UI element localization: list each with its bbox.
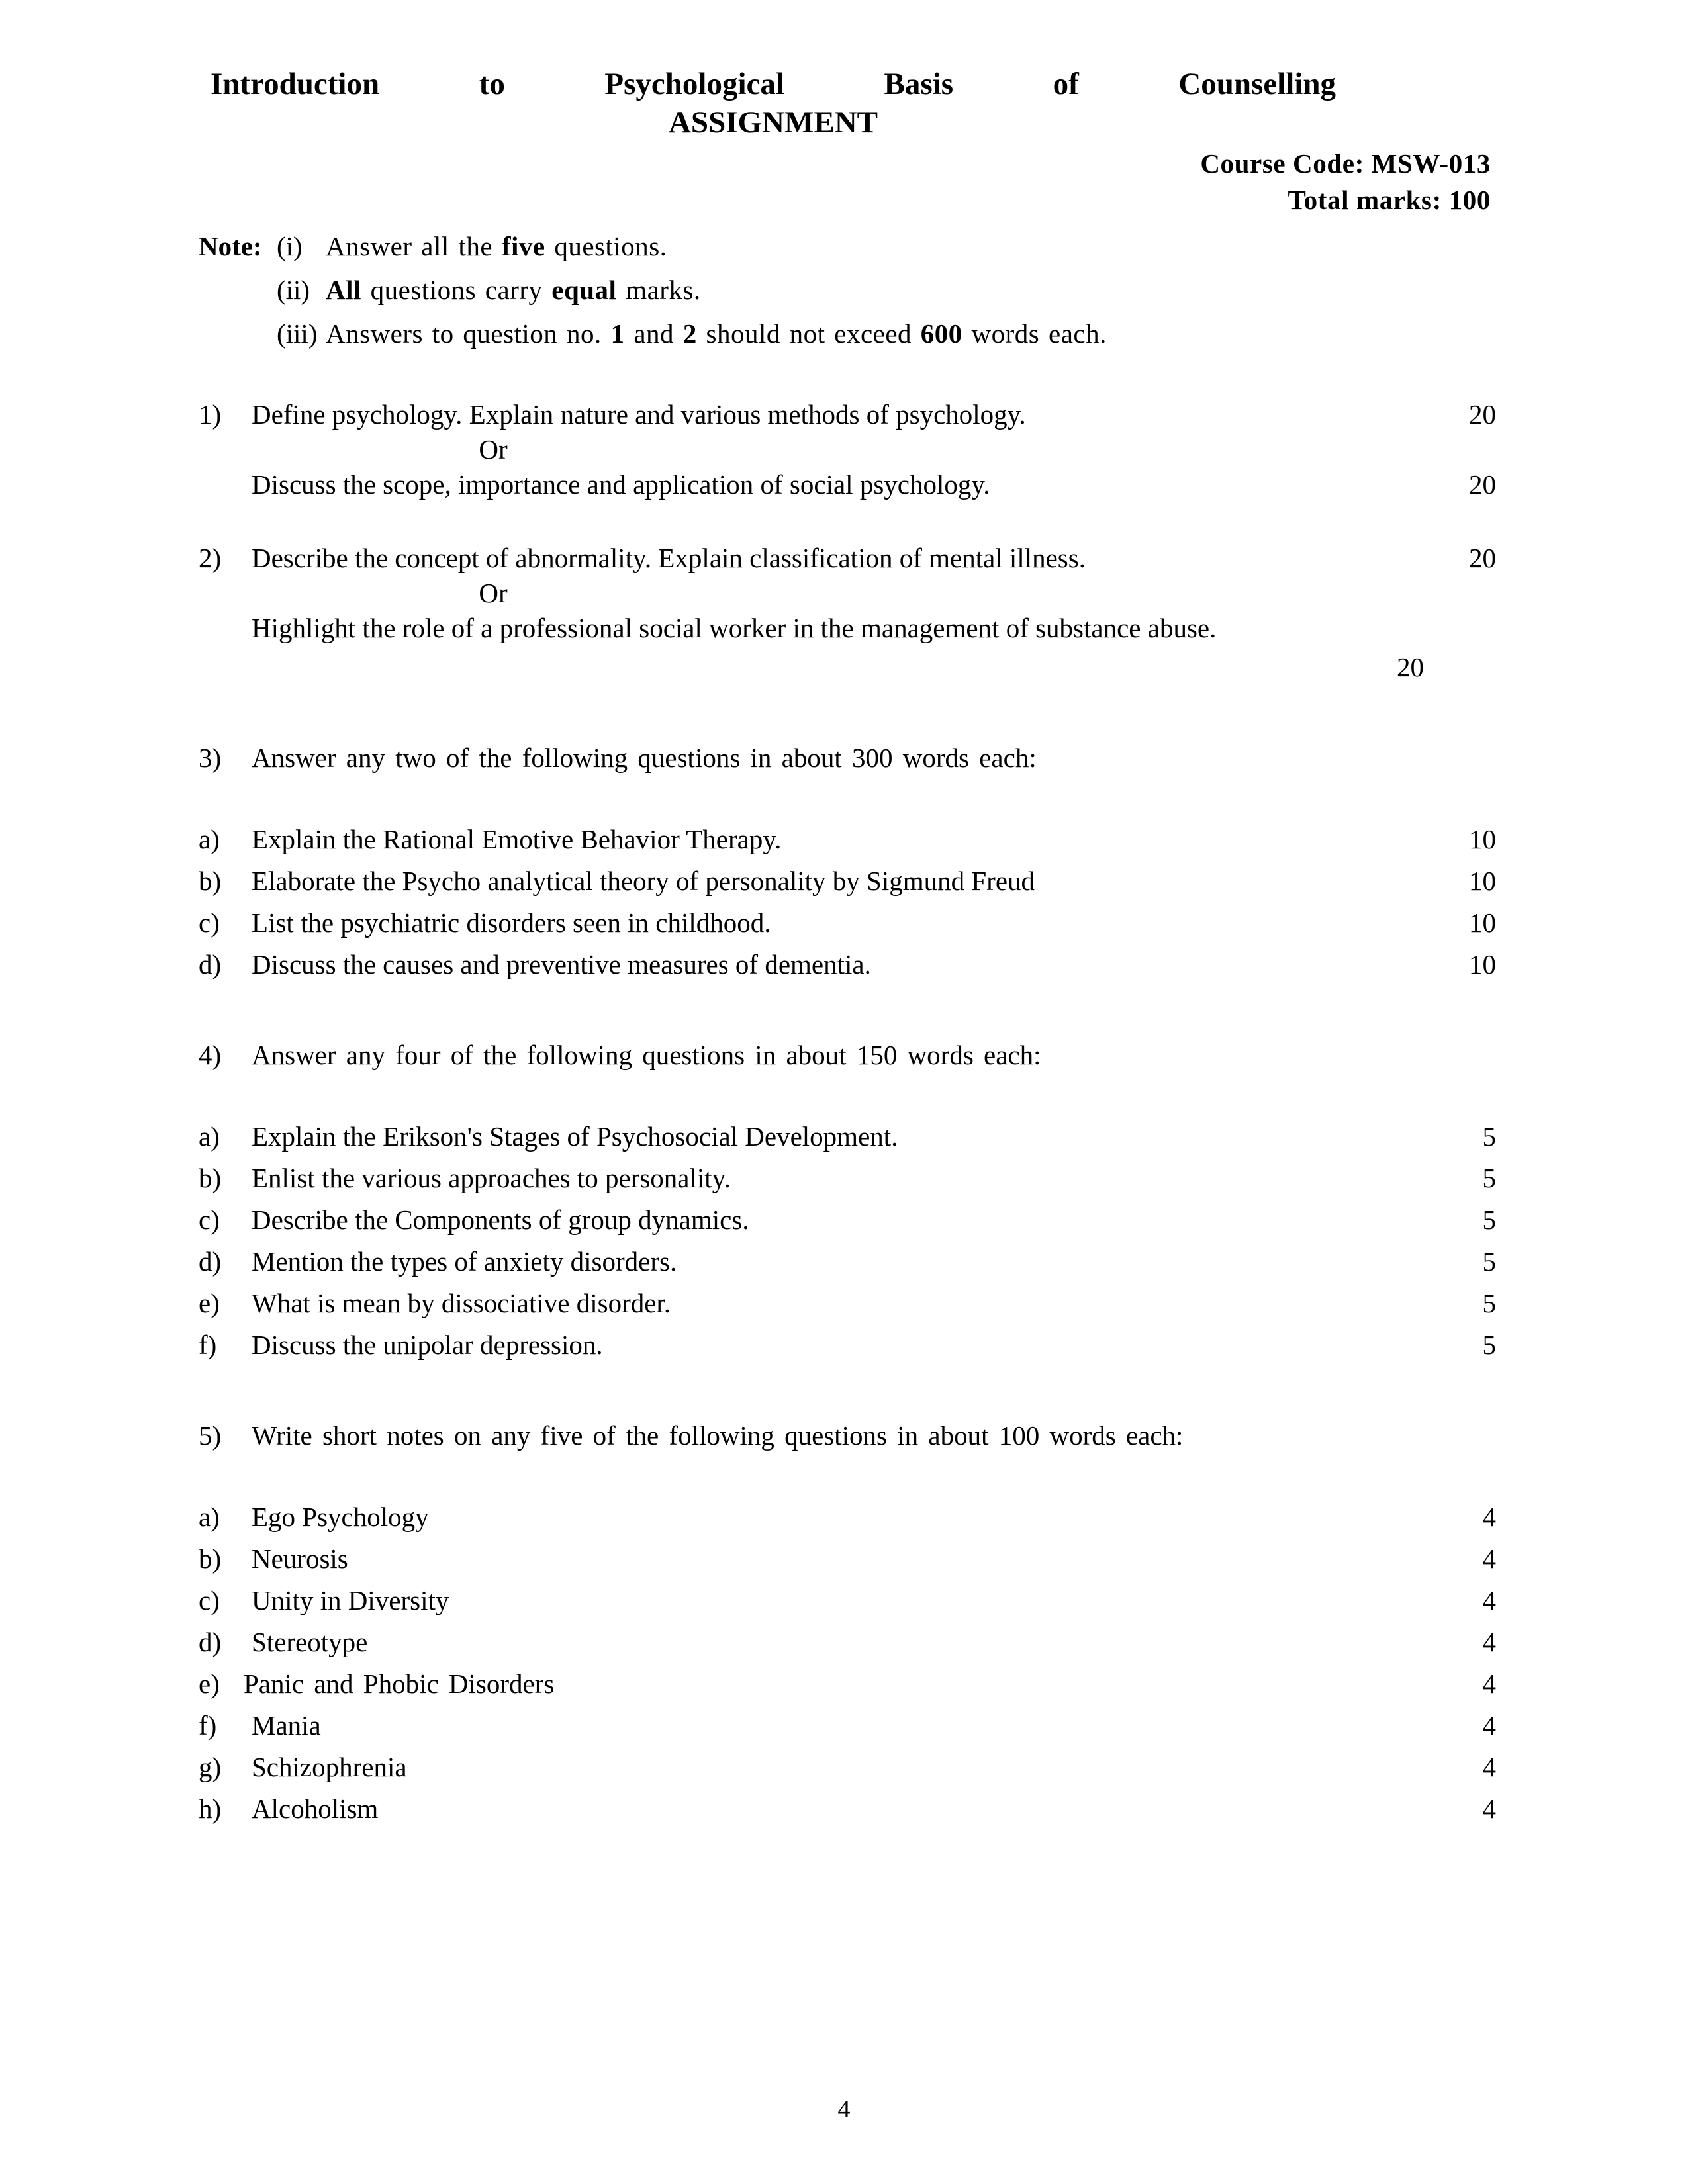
subitem-marks: 4: [1482, 1584, 1496, 1615]
subitem-row: [199, 1670, 1496, 1698]
note-block: [199, 230, 1496, 349]
subitem-text: Panic and Phobic Disorders: [244, 1668, 555, 1699]
subitem-text: Elaborate the Psycho analytical theory of personality by Sigmund Freud: [252, 865, 1035, 896]
note-text-part-bold: 1: [610, 318, 625, 349]
subitem-marks: 10: [1469, 823, 1496, 854]
subitem-marks: 4: [1482, 1626, 1496, 1657]
subitem-text: Ego Psychology: [252, 1501, 429, 1532]
note-text-part: should not exceed: [696, 318, 921, 349]
subitem-marker: a): [199, 1120, 220, 1152]
note-item-number: (ii): [277, 274, 310, 305]
or-separator: Or: [479, 433, 508, 465]
note-text-part: words each.: [962, 318, 1107, 349]
subitem-marker: a): [199, 823, 220, 854]
subitem-marker: d): [199, 1626, 222, 1657]
subitem-marker: h): [199, 1793, 222, 1824]
note-text-part-bold: 600: [920, 318, 962, 349]
subitem-marker: d): [199, 1246, 222, 1277]
total-marks: Total marks: 100: [1288, 184, 1491, 215]
question-1: [199, 398, 1496, 500]
subitem-marks: 5: [1482, 1162, 1496, 1193]
subitem-row: [199, 1626, 1496, 1657]
subitem-marks: 5: [1482, 1329, 1496, 1360]
question-marker: 4): [199, 1039, 222, 1070]
note-text-part: questions.: [545, 230, 667, 261]
subitem-row: [199, 948, 1496, 979]
subitem-text: What is mean by dissociative disorder.: [252, 1287, 671, 1318]
question-marker: 5): [199, 1420, 222, 1451]
note-item: [199, 274, 1496, 305]
note-item: [199, 230, 1496, 261]
or-separator: Or: [479, 577, 508, 608]
note-item: [199, 320, 1496, 347]
subitem-row: [199, 1162, 1496, 1193]
question-alternative-marks: 20: [1469, 469, 1496, 500]
note-text-part-bold: five: [501, 230, 545, 261]
subitem-text: List the psychiatric disorders seen in childhood.: [252, 907, 771, 938]
document-content: [199, 66, 1496, 1823]
page-number: 4: [837, 2095, 851, 2123]
subitem-marker: c): [199, 1584, 220, 1615]
subitem-marks: 4: [1482, 1709, 1496, 1741]
note-text-part: Answers to question no.: [326, 318, 611, 349]
subitem-marks: 5: [1482, 1246, 1496, 1277]
page-subtitle: ASSIGNMENT: [668, 105, 878, 140]
note-item-text: [326, 274, 1496, 305]
note-item-number: (i): [277, 230, 303, 261]
subitem-row: [199, 865, 1496, 896]
subitem-row: [199, 1501, 1496, 1532]
subitem-marks: 4: [1482, 1668, 1496, 1699]
subitem-text: Explain the Rational Emotive Behavior Therapy.: [252, 823, 782, 854]
subitem-text: Schizophrenia: [252, 1751, 407, 1782]
note-text-part: marks.: [616, 274, 701, 305]
subitem-row: [199, 1709, 1496, 1741]
subitem-marks: 4: [1482, 1793, 1496, 1824]
subitem-marker: f): [199, 1329, 217, 1360]
subitem-text: Neurosis: [252, 1543, 348, 1574]
subitem-row: [199, 909, 1496, 936]
question-4: [199, 1039, 1496, 1360]
subitem-marker: e): [199, 1668, 220, 1699]
subitem-marker: g): [199, 1751, 222, 1782]
note-text-part: Answer all the: [326, 230, 502, 261]
subitem-row: [199, 1329, 1496, 1360]
subitem-marker: d): [199, 948, 222, 979]
note-item-text: [326, 230, 1496, 261]
note-text-part: questions carry: [361, 274, 552, 305]
question-alternative-marks: 20: [1397, 651, 1424, 682]
subitem-marker: b): [199, 865, 222, 896]
subitem-marker: b): [199, 1162, 222, 1193]
subitem-text: Discuss the causes and preventive measures of dementia.: [252, 948, 871, 979]
subitem-text: Discuss the unipolar depression.: [252, 1329, 603, 1360]
subitem-row: [199, 1545, 1496, 1572]
note-item-text: [326, 320, 1496, 347]
subitem-text: Unity in Diversity: [252, 1584, 449, 1615]
subitem-marks: 4: [1482, 1501, 1496, 1532]
note-text-part-bold: 2: [682, 318, 697, 349]
subitem-marks: 10: [1469, 865, 1496, 896]
subitem-row: [199, 1206, 1496, 1234]
note-label: Note:: [199, 230, 262, 261]
subitem-marks: 10: [1469, 907, 1496, 938]
question-5: [199, 1422, 1496, 1823]
question-row: [199, 742, 1496, 773]
subitem-text: Alcoholism: [252, 1793, 379, 1824]
question-marker: 2): [199, 542, 222, 573]
subitem-row: [199, 823, 1496, 854]
question-text: Describe the concept of abnormality. Explain classification of mental illness.: [252, 542, 1086, 573]
subitem-row: [199, 1793, 1496, 1824]
subitem-text: Mania: [252, 1709, 321, 1741]
subitem-marker: c): [199, 1204, 220, 1235]
question-text: Write short notes on any five of the following questions in about 100 words each:: [252, 1420, 1184, 1451]
subitem-text: Enlist the various approaches to personality.: [252, 1162, 731, 1193]
subitem-marker: a): [199, 1501, 220, 1532]
subitem-marker: c): [199, 907, 220, 938]
question-2: [199, 542, 1496, 682]
question-text: Answer any two of the following questions in about 300 words each:: [252, 742, 1037, 773]
subitem-marks: 4: [1482, 1543, 1496, 1574]
course-code: Course Code: MSW-013: [1200, 148, 1491, 179]
subitem-marks: 5: [1482, 1204, 1496, 1235]
subitem-row: [199, 1287, 1496, 1318]
question-alternative-text: Discuss the scope, importance and application of social psychology.: [252, 469, 990, 500]
subitem-text: Mention the types of anxiety disorders.: [252, 1246, 677, 1277]
question-marks: 20: [1469, 398, 1496, 430]
subitem-marks: 10: [1469, 948, 1496, 979]
question-row: [199, 1422, 1496, 1449]
note-text-part-bold: equal: [551, 274, 617, 305]
question-row: [199, 1039, 1496, 1070]
subitem-text: Describe the Components of group dynamics.: [252, 1204, 749, 1235]
question-alternative-text: Highlight the role of a professional social worker in the management of substance abuse.: [252, 612, 1217, 643]
question-marks: 20: [1469, 542, 1496, 573]
subitem-row: [199, 1584, 1496, 1615]
page-title: Introduction to Psychological Basis of Counselling: [211, 67, 1336, 101]
question-text: Answer any four of the following questions in about 150 words each:: [252, 1039, 1041, 1070]
subitem-marker: f): [199, 1709, 217, 1741]
question-alternative-row: [199, 612, 1496, 643]
question-marker: 1): [199, 398, 222, 430]
question-alternative-row: [199, 471, 1496, 498]
subitem-marker: b): [199, 1543, 222, 1574]
subitem-row: [199, 1248, 1496, 1275]
note-text-part-bold: All: [326, 274, 361, 305]
subitem-marker: e): [199, 1287, 220, 1318]
question-text: Define psychology. Explain nature and various methods of psychology.: [252, 398, 1026, 430]
question-marker: 3): [199, 742, 222, 773]
note-item-number: (iii): [277, 318, 318, 349]
subitem-marks: 4: [1482, 1751, 1496, 1782]
question-3: [199, 742, 1496, 979]
subitem-row: [199, 1120, 1496, 1152]
subitem-row: [199, 1751, 1496, 1782]
subitem-marks: 5: [1482, 1287, 1496, 1318]
subitem-text: Explain the Erikson's Stages of Psychosocial Development.: [252, 1120, 898, 1152]
note-text-part: and: [624, 318, 683, 349]
question-row: [199, 542, 1496, 573]
question-row: [199, 398, 1496, 430]
subitem-marks: 5: [1482, 1120, 1496, 1152]
subitem-text: Stereotype: [252, 1626, 368, 1657]
